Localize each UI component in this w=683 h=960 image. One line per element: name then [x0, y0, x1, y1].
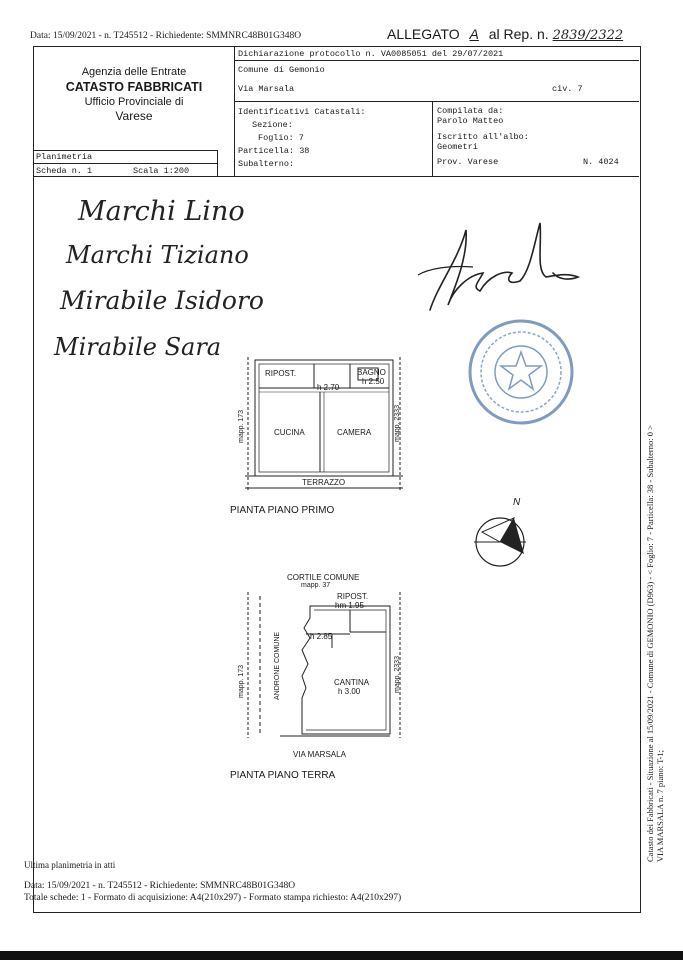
mapp-right-first: mapp. 2333 — [394, 405, 401, 442]
albo-value: Geometri — [437, 142, 478, 152]
footer-line-2: Totale schede: 1 - Formato di acquisizione: A4(210x297) - Formato stampa richiesto: A4(210x297) — [24, 893, 402, 903]
allegato-stamp — [387, 26, 623, 43]
ident-label: Identificativi Catastali: — [238, 107, 366, 117]
mapp-right-ground: mapp. 2333 — [394, 656, 401, 693]
official-seal-icon — [466, 316, 576, 428]
via-marsala-label: VIA MARSALA — [293, 750, 346, 759]
comune-text: Comune di Gemonio — [238, 65, 325, 75]
allegato-letter: A — [469, 26, 479, 42]
albo-number: N. 4024 — [583, 157, 619, 167]
subalterno-label: Subalterno: — [238, 159, 295, 169]
north-label: N — [513, 497, 521, 508]
side-situation-text: Catasto dei Fabbricati - Situazione al 15/09/2021 - Comune di GEMONIO (D963) - < Foglio: 7 - Particella: 38 - Subalterno: 0 > — [645, 425, 655, 862]
room-cucina: CUCINA — [274, 428, 305, 437]
footer-line-1: Data: 15/09/2021 - n. T245512 - Richiedente: SMMNRC48B01G348O — [24, 881, 296, 891]
mapp-left-ground: mapp. 173 — [238, 664, 245, 698]
albo-label: Iscritto all'albo: — [437, 132, 529, 142]
room-bagno: BAGNO — [357, 368, 386, 377]
technician-signature-icon — [408, 215, 598, 330]
compilata-block — [437, 106, 529, 152]
top-header-line: Data: 15/09/2021 - n. T245512 - Richiedente: SMMNRC48B01G348O — [30, 31, 302, 41]
scan-edge-band — [0, 951, 683, 960]
foglio-label: Foglio: 7 — [258, 133, 304, 143]
identificativi-block — [238, 106, 366, 171]
signature-4: Mirabile Sara — [54, 333, 222, 361]
scala-label: Scala 1:200 — [133, 166, 190, 176]
compilata-label: Compilata da: — [437, 106, 504, 116]
side-address-text: VIA MARSALA n. 7 piano: T-1; — [655, 750, 665, 862]
terrazzo-label: TERRAZZO — [302, 478, 346, 487]
allegato-number: 2839/2322 — [552, 28, 624, 43]
room-ripost-ground: RIPOST. — [337, 592, 369, 601]
civico-text: civ. 7 — [552, 84, 583, 94]
signature-3: Mirabile Isidoro — [60, 286, 264, 315]
height-small-ground: h 2.85 — [310, 632, 333, 641]
signature-1: Marchi Lino — [78, 196, 245, 227]
room-cantina: CANTINA — [334, 678, 370, 687]
allegato-rep: al Rep. n. — [488, 26, 549, 42]
agency-block — [36, 66, 232, 123]
ultima-planimetria: Ultima planimetria in atti — [24, 860, 116, 870]
compilata-name: Parolo Matteo — [437, 116, 504, 126]
plan-title-first: PIANTA PIANO PRIMO — [230, 505, 335, 516]
height-bagno: h 2.50 — [362, 377, 385, 386]
signature-2: Marchi Tiziano — [66, 241, 249, 269]
plan-title-ground: PIANTA PIANO TERRA — [230, 770, 336, 781]
ufficio-label: Ufficio Provinciale di — [84, 96, 184, 108]
height-ripost-ground: hm 1.95 — [335, 601, 364, 610]
height-cantina: h 3.00 — [338, 687, 361, 696]
cortile-label: CORTILE COMUNE — [287, 573, 360, 582]
androne-label: ANDRONE COMUNE — [274, 631, 281, 700]
via-text: Via Marsala — [238, 84, 295, 94]
scheda-label: Scheda n. 1 — [36, 166, 93, 176]
prov-label: Prov. Varese — [437, 157, 499, 167]
cortile-mapp: mapp. 37 — [301, 582, 331, 589]
agency-name: Agenzia delle Entrate — [81, 66, 187, 78]
north-arrow-icon — [470, 512, 530, 572]
floor-plan-ground — [240, 588, 420, 748]
room-camera: CAMERA — [337, 428, 372, 437]
sezione-label: Sezione: — [252, 120, 293, 130]
catasto-title: CATASTO FABBRICATI — [65, 80, 203, 94]
planimetria-label: Planimetria — [36, 152, 93, 162]
particella-label: Particella: 38 — [238, 146, 310, 156]
room-ripost-first: RIPOST. — [265, 369, 297, 378]
protocollo-text: Dichiarazione protocollo n. VA0085051 del 29/07/2021 — [238, 49, 504, 59]
mapp-left-first: mapp. 173 — [238, 409, 245, 443]
allegato-label: ALLEGATO — [387, 26, 460, 42]
height-main-first: h 2.70 — [317, 383, 340, 392]
ufficio-city: Varese — [115, 109, 153, 123]
